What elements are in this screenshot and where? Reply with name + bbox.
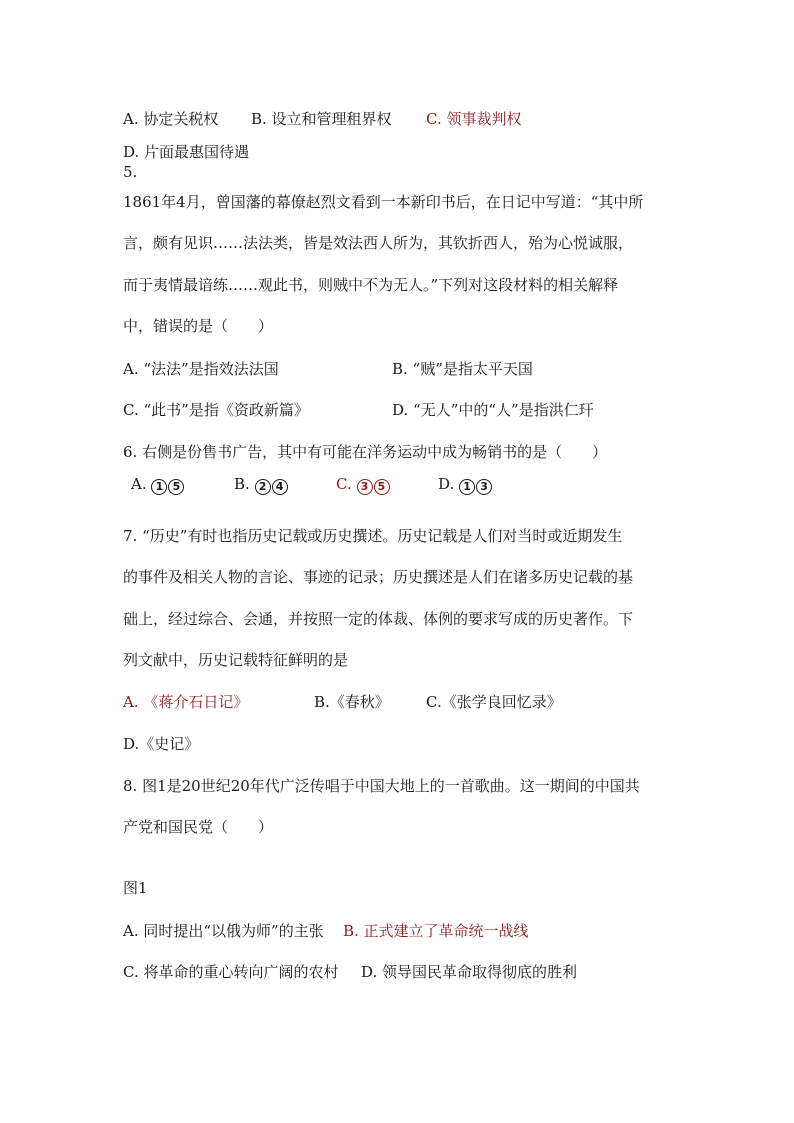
q5-option-d: D. “无人”中的“人”是指洪仁玕	[392, 401, 594, 419]
q7-option-b: B.《春秋》	[314, 693, 390, 711]
q7-option-d: D.《史记》	[123, 735, 200, 753]
q4-option-a: A. 协定关税权	[123, 110, 219, 128]
q5-stem-line2: 言，颇有见识……法法类，皆是效法西人所为，其钦折西人，殆为心悦诚服，	[123, 234, 634, 252]
circled-number-icon: 2	[255, 479, 271, 495]
q6-option-d-label: D.	[438, 475, 455, 493]
q7-option-a-answer: A. 《蒋介石日记》	[123, 693, 249, 711]
q5-option-b: B. “贼”是指太平天国	[392, 360, 533, 378]
circled-number-icon: 3	[357, 479, 373, 495]
q5-option-a: A. “法法”是指效法法国	[123, 360, 279, 378]
q7-stem-line3: 础上，经过综合、会通，并按照一定的体裁、体例的要求写成的历史著作。下	[123, 610, 634, 628]
circled-number-icon: 4	[272, 479, 288, 495]
q6-option-c-label: C.	[336, 475, 352, 493]
q8-stem-line1: 8. 图1是20世纪20年代广泛传唱于中国大地上的一首歌曲。这一期间的中国共	[123, 777, 640, 795]
q4-option-b: B. 设立和管理租界权	[251, 110, 392, 128]
q7-stem-line2: 的事件及相关人物的言论、事迹的记录；历史撰述是人们在诸多历史记载的基	[123, 568, 634, 586]
q5-stem-line1: 1861年4月，曾国藩的幕僚赵烈文看到一本新印书后，在日记中写道：“其中所	[123, 193, 644, 211]
q6-option-b	[234, 474, 289, 495]
q5-stem-line4: 中，错误的是（ ）	[123, 317, 274, 335]
q4-option-d: D. 片面最惠国待遇	[123, 143, 250, 161]
q8-option-b-answer: B. 正式建立了革命统一战线	[343, 922, 529, 940]
circled-number-icon: 5	[168, 479, 184, 495]
circled-number-icon: 1	[151, 479, 167, 495]
q6-option-c-answer	[336, 474, 391, 495]
q8-figure-caption: 图1	[123, 879, 148, 897]
q8-option-c: C. 将革命的重心转向广阔的农村	[123, 963, 339, 981]
q7-option-c: C.《张学良回忆录》	[426, 693, 562, 711]
q5-option-c: C. “此书”是指《资政新篇》	[123, 401, 309, 419]
circled-number-icon: 3	[476, 479, 492, 495]
circled-number-icon: 1	[459, 479, 475, 495]
q8-stem-line2: 产党和国民党（ ）	[123, 818, 274, 836]
q7-stem-line1: 7. “历史”有时也指历史记载或历史撰述。历史记载是人们对当时或近期发生	[123, 527, 623, 545]
q6-option-a	[131, 474, 185, 495]
q8-option-d: D. 领导国民革命取得彻底的胜利	[361, 963, 578, 981]
q6-option-b-label: B.	[234, 475, 250, 493]
q7-stem-line4: 列文献中，历史记载特征鲜明的是	[123, 651, 349, 669]
q6-stem: 6. 右侧是份售书广告，其中有可能在洋务运动中成为畅销书的是（ ）	[123, 443, 608, 461]
circled-number-icon: 5	[374, 479, 390, 495]
q6-option-d	[438, 474, 493, 495]
q8-option-a: A. 同时提出“以俄为师”的主张	[123, 922, 324, 940]
q5-number: 5.	[123, 163, 138, 181]
q5-stem-line3: 而于夷情最谙练……观此书，则贼中不为无人。”下列对这段材料的相关解释	[123, 276, 619, 294]
q6-option-a-label: A.	[131, 475, 147, 493]
q4-option-c-answer: C. 领事裁判权	[426, 110, 522, 128]
